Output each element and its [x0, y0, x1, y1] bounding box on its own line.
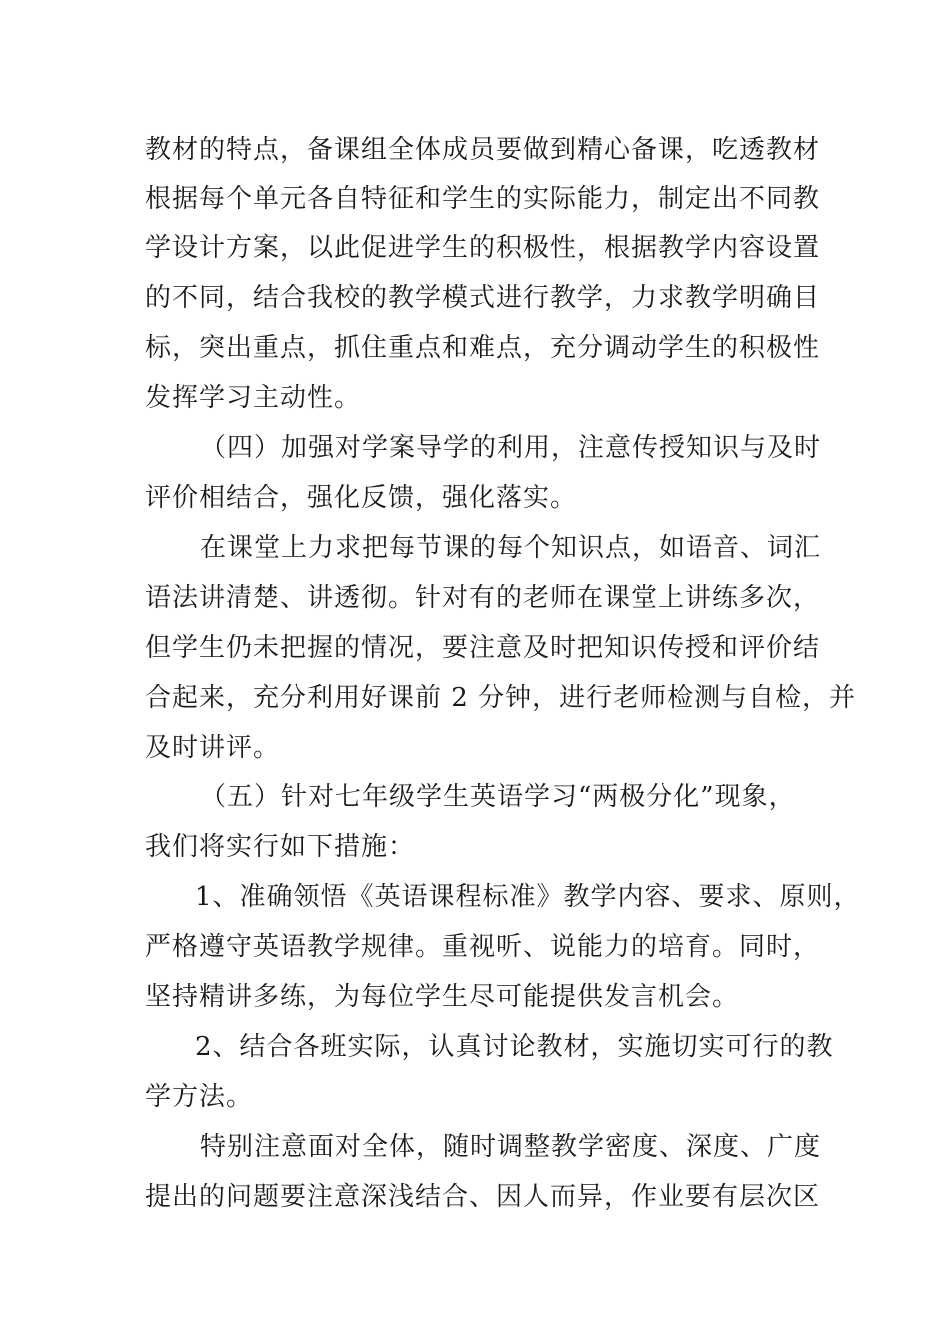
paragraph-line: 及时讲评。	[145, 733, 281, 763]
paragraph-line: 提出的问题要注意深浅结合、因人而异，作业要有层次区	[145, 1182, 821, 1212]
paragraph-line: 在课堂上力求把每节课的每个知识点，如语音、词汇	[200, 533, 822, 563]
paragraph-line: 但学生仍未把握的情况，要注意及时把知识传授和评价结	[145, 633, 821, 663]
paragraph-line: 教材的特点，备课组全体成员要做到精心备课，吃透教材	[145, 135, 821, 165]
section-heading-line: （五）针对七年级学生英语学习“两极分化”现象，	[200, 782, 796, 812]
paragraph-line: 我们将实行如下措施：	[145, 832, 416, 862]
list-item-line: 2、结合各班实际，认真讨论教材，实施切实可行的教	[195, 1032, 834, 1062]
section-heading-line: （四）加强对学案导学的利用，注意传授知识与及时	[200, 433, 822, 463]
paragraph-line: 的不同，结合我校的教学模式进行教学，力求教学明确目	[145, 283, 821, 313]
paragraph-line: 特别注意面对全体，随时调整教学密度、深度、广度	[200, 1132, 822, 1162]
paragraph-line: 发挥学习主动性。	[145, 383, 362, 413]
paragraph-line: 标，突出重点，抓住重点和难点，充分调动学生的积极性	[145, 333, 821, 363]
paragraph-line: 合起来，充分利用好课前 2 分钟，进行老师检测与自检，并	[145, 683, 857, 713]
paragraph-line: 学方法。	[145, 1082, 254, 1112]
paragraph-line: 坚持精讲多练，为每位学生尽可能提供发言机会。	[145, 982, 740, 1012]
list-item-line: 1、准确领悟《英语课程标准》教学内容、要求、原则，	[195, 882, 861, 912]
paragraph-line: 根据每个单元各自特征和学生的实际能力，制定出不同教	[145, 184, 821, 214]
paragraph-line: 严格遵守英语教学规律。重视听、说能力的培育。同时，	[145, 932, 821, 962]
paragraph-line: 语法讲清楚、讲透彻。针对有的老师在课堂上讲练多次，	[145, 583, 821, 613]
paragraph-line: 评价相结合，强化反馈，强化落实。	[145, 483, 578, 513]
paragraph-line: 学设计方案，以此促进学生的积极性，根据教学内容设置	[145, 233, 821, 263]
